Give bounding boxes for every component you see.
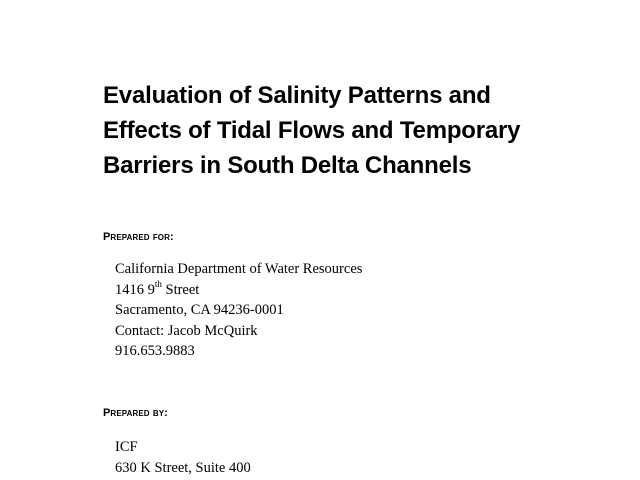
document-title	[103, 78, 603, 183]
title-line: Evaluation of Salinity Patterns and	[103, 82, 491, 109]
street-number: 1416 9	[115, 281, 155, 298]
prepared-for-address	[115, 259, 362, 362]
street-address	[115, 280, 362, 301]
organization-name: California Department of Water Resources	[115, 261, 363, 277]
organization-name: ICF	[115, 439, 138, 455]
street-suffix: Street	[161, 281, 200, 298]
prepared-by-heading: Prepared by:	[103, 407, 168, 419]
street-ordinal: th	[154, 278, 162, 289]
title-line: Barriers in South Delta Channels	[103, 152, 472, 179]
street-address: 630 K Street, Suite 400	[115, 459, 251, 476]
city-state-zip: Sacramento, CA 94236-0001	[115, 302, 284, 318]
title-line: Effects of Tidal Flows and Temporary	[103, 117, 521, 144]
contact-name: Contact: Jacob McQuirk	[115, 322, 258, 339]
prepared-by-address	[115, 437, 251, 478]
prepared-for-heading: Prepared for:	[103, 231, 174, 243]
phone-number: 916.653.9883	[115, 343, 195, 359]
